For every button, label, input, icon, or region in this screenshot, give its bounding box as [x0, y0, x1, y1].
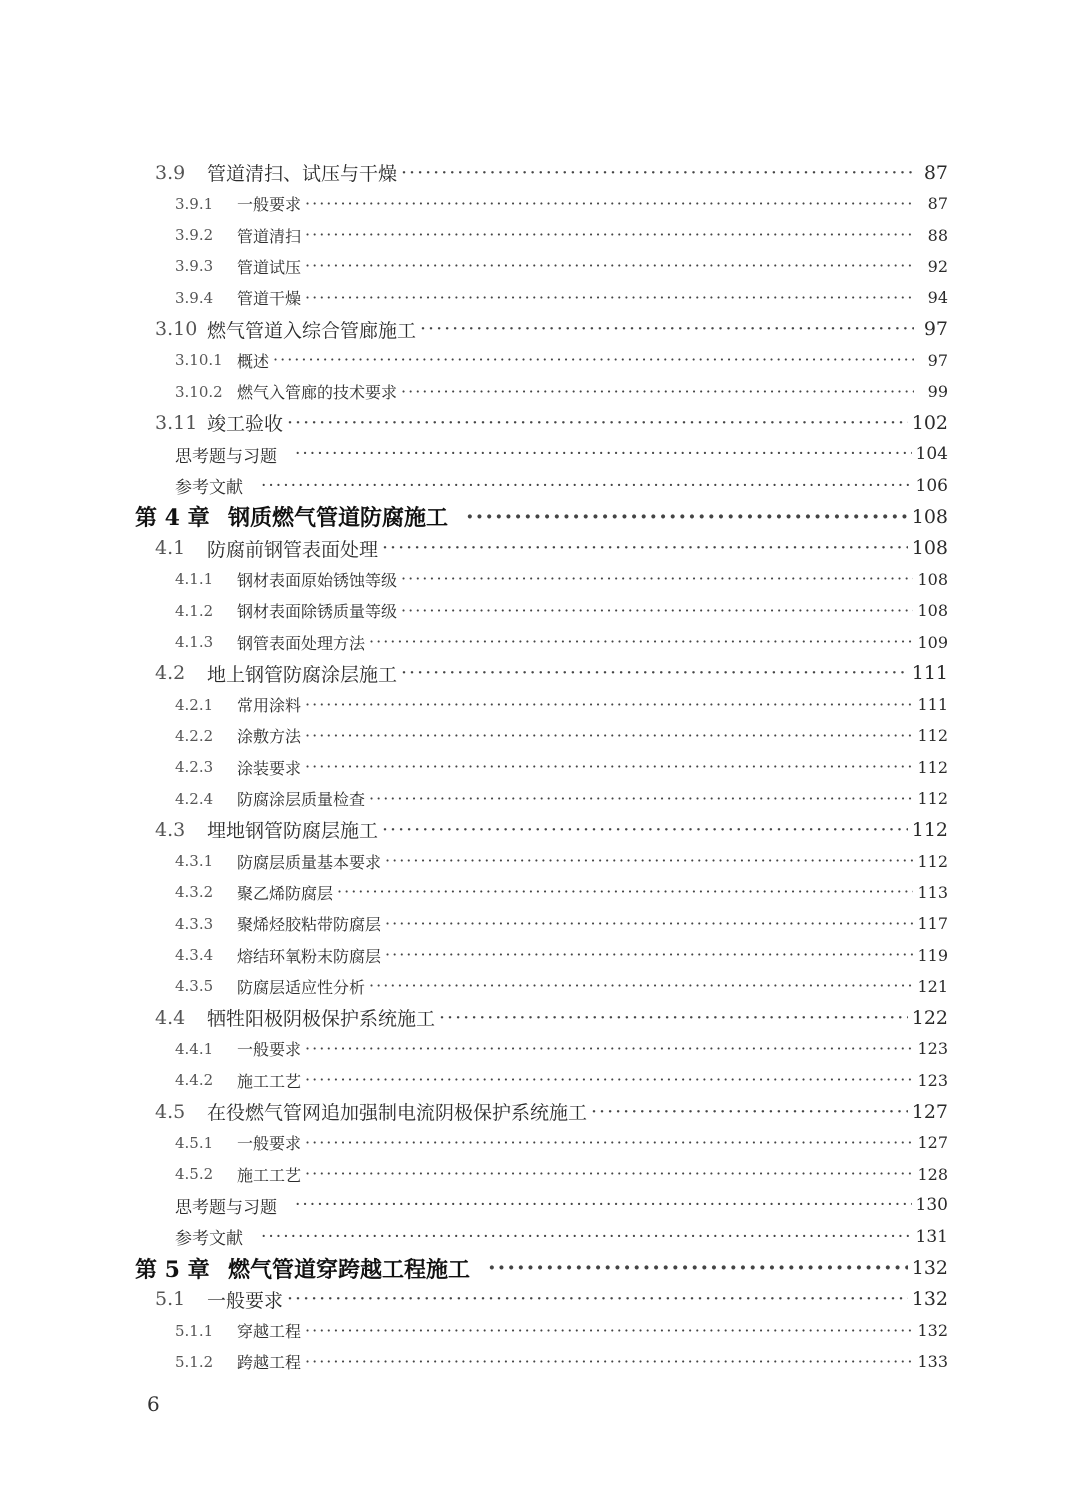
toc-entry-section — [155, 1002, 948, 1033]
toc-entry-number: 5.1.1 — [175, 1321, 214, 1340]
dot-leader — [305, 225, 914, 245]
dot-leader — [385, 851, 913, 871]
toc-entry-number: 第 4 章 — [135, 505, 210, 532]
dot-leader — [337, 882, 913, 902]
toc-entry-page: 104 — [915, 444, 948, 465]
toc-entry-page: 97 — [923, 318, 948, 340]
toc-entry-number: 3.9.3 — [175, 257, 214, 276]
toc-entry-sub — [175, 564, 948, 595]
dot-leader — [305, 1164, 913, 1184]
toc-entry-number: 4.3.5 — [175, 977, 214, 996]
toc-entry-sub — [175, 345, 948, 376]
toc-entry-sub — [175, 877, 948, 908]
toc-entry-page: 108 — [917, 569, 948, 589]
toc-entry-title: 管道试压 — [237, 257, 302, 277]
toc-entry-page: 111 — [917, 695, 948, 715]
toc-entry-title: 思考题与习题 — [175, 446, 277, 467]
toc-entry-page: 112 — [917, 757, 948, 777]
dot-leader — [295, 1195, 912, 1215]
toc-entry-title: 涂装要求 — [237, 758, 302, 778]
toc-entry-number: 4.2.3 — [175, 758, 214, 777]
toc-entry-sub — [175, 689, 948, 720]
dot-leader — [401, 569, 913, 589]
toc-entry-page: 87 — [923, 161, 948, 184]
toc-entry-page: 92 — [927, 256, 948, 276]
toc-entry-number: 4.5.1 — [175, 1133, 214, 1152]
dot-leader — [439, 1008, 908, 1028]
toc-entry-title: 管道清扫 — [237, 226, 302, 246]
toc-entry-section — [155, 658, 948, 689]
toc-entry-title: 钢材表面除锈质量等级 — [237, 602, 398, 622]
toc-entry-number: 5.1.2 — [175, 1352, 214, 1371]
toc-entry-chapter — [135, 501, 948, 532]
toc-entry-page: 128 — [917, 1164, 948, 1184]
dot-leader — [369, 632, 913, 652]
toc-entry-sub — [175, 783, 948, 814]
toc-entry-sub — [175, 595, 948, 626]
toc-entry-number: 3.10 — [155, 318, 198, 340]
toc-entry-title: 施工工艺 — [237, 1165, 302, 1185]
toc-entry-number: 4.1.3 — [175, 633, 214, 651]
toc-entry-sub — [175, 220, 948, 251]
toc-entry-chapter — [135, 1253, 948, 1284]
toc-entry-page: 108 — [911, 505, 948, 528]
toc-entry-sub — [175, 1127, 948, 1158]
toc-entry-sub — [175, 720, 948, 751]
toc-entry-sub — [175, 940, 948, 971]
dot-leader — [488, 1258, 908, 1278]
toc-entry-title: 钢材表面原始锈蚀等级 — [237, 570, 398, 590]
toc-entry-page: 106 — [915, 475, 948, 496]
toc-entry-page: 99 — [927, 382, 948, 402]
toc-entry-number: 4.3.4 — [175, 946, 214, 964]
toc-entry-number: 4.1.2 — [175, 601, 214, 620]
toc-entry-page: 112 — [917, 789, 948, 808]
toc-entry-number: 3.9 — [155, 161, 186, 184]
toc-entry-page: 130 — [915, 1195, 948, 1216]
toc-entry-number: 4.3.2 — [175, 883, 214, 902]
toc-entry-page: 112 — [911, 818, 948, 841]
toc-entry-page: 112 — [917, 726, 948, 746]
toc-entry-page: 127 — [917, 1133, 948, 1153]
toc-entry-title: 聚乙烯防腐层 — [237, 883, 334, 903]
toc-entry-sub — [175, 251, 948, 282]
toc-entry-number: 4.3.1 — [175, 852, 214, 871]
toc-entry-number: 4.5 — [155, 1100, 186, 1123]
toc-entry-sub — [175, 376, 948, 407]
toc-entry-number: 4.3.3 — [175, 914, 214, 933]
dot-leader — [305, 726, 913, 746]
toc-entry-title: 一般要求 — [237, 1134, 302, 1154]
toc-entry-title: 常用涂料 — [237, 696, 302, 716]
toc-entry-title: 涂敷方法 — [237, 727, 302, 747]
dot-leader — [305, 256, 914, 276]
toc-entry-number: 3.11 — [155, 411, 198, 434]
toc-entry-number: 4.2 — [155, 662, 186, 685]
toc-entry-number: 4.2.2 — [175, 726, 214, 745]
toc-entry-title: 燃气入管廊的技术要求 — [237, 383, 398, 403]
toc-entry-number: 3.9.1 — [175, 194, 214, 213]
toc-entry-section — [155, 407, 948, 438]
dot-leader — [369, 789, 913, 809]
dot-leader — [305, 194, 914, 214]
dot-leader — [420, 319, 914, 339]
toc-entry-sub — [175, 1346, 948, 1377]
toc-entry-title: 施工工艺 — [237, 1071, 302, 1091]
dot-leader — [305, 1039, 913, 1059]
dot-leader — [401, 163, 914, 183]
toc-entry-number: 3.10.2 — [175, 382, 223, 401]
dot-leader — [287, 1289, 908, 1309]
toc-entry-title: 防腐层适应性分析 — [237, 977, 366, 997]
dot-leader — [305, 757, 913, 777]
toc-entry-section — [155, 157, 948, 188]
toc-entry-number: 4.4.1 — [175, 1039, 214, 1058]
toc-entry-title: 管道干燥 — [237, 289, 302, 309]
toc-entry-title: 聚烯烃胶粘带防腐层 — [237, 915, 382, 935]
toc-entry-number: 4.4 — [155, 1006, 186, 1029]
toc-entry-page: 123 — [917, 1039, 948, 1059]
toc-entry-title: 熔结环氧粉末防腐层 — [237, 946, 382, 966]
toc-entry-page: 119 — [917, 945, 948, 965]
toc-entry-title: 钢管表面处理方法 — [237, 633, 366, 653]
toc-entry-title: 防腐涂层质量检查 — [237, 790, 366, 809]
dot-leader — [369, 976, 913, 996]
toc-entry-page: 94 — [927, 288, 948, 308]
toc-entry-sub — [175, 1033, 948, 1064]
dot-leader — [401, 601, 913, 621]
toc-entry-section — [155, 533, 948, 564]
toc-entry-page: 131 — [915, 1226, 948, 1247]
toc-entry-page: 127 — [911, 1100, 948, 1123]
toc-entry-section — [155, 814, 948, 845]
dot-leader — [305, 1321, 913, 1341]
toc-entry-sub — [175, 627, 948, 658]
toc-entry-page: 122 — [911, 1006, 948, 1029]
toc-entry-title: 燃气管道穿跨越工程施工 — [228, 1256, 471, 1283]
toc-entry-page: 132 — [911, 1257, 948, 1279]
toc-entry-title: 一般要求 — [237, 195, 302, 215]
toc-entry-title: 防腐层质量基本要求 — [237, 852, 382, 872]
dot-leader — [591, 1102, 908, 1122]
dot-leader — [273, 350, 914, 370]
toc-entry-title: 埋地钢管防腐层施工 — [207, 820, 379, 843]
toc-entry-title: 一般要求 — [207, 1289, 284, 1312]
toc-entry-sub — [175, 1065, 948, 1096]
toc-entry-title: 概述 — [237, 351, 270, 371]
toc-entry-number: 4.1.1 — [175, 570, 214, 589]
toc-entry-title: 牺牲阳极阴极保护系统施工 — [207, 1008, 436, 1031]
toc-entry-page: 113 — [917, 882, 948, 902]
toc-entry-title: 在役燃气管网追加强制电流阴极保护系统施工 — [207, 1102, 588, 1124]
toc-entry-number: 4.1 — [155, 537, 186, 560]
toc-entry-title: 一般要求 — [237, 1040, 302, 1060]
toc-entry-page: 87 — [927, 194, 948, 214]
toc-entry-title: 参考文献 — [175, 478, 243, 498]
toc-entry-title: 竣工验收 — [207, 413, 284, 436]
toc-entry-section — [155, 1096, 948, 1127]
toc-entry-page: 108 — [917, 601, 948, 621]
toc-entry-sub — [175, 908, 948, 939]
toc-entry-sub — [175, 971, 948, 1002]
dot-leader — [401, 382, 914, 402]
toc-entry-number: 3.9.2 — [175, 226, 214, 245]
toc-entry-title: 燃气管道入综合管廊施工 — [207, 319, 417, 342]
dot-leader — [261, 476, 912, 496]
toc-entry-page: 97 — [927, 350, 948, 370]
toc-entry-extra — [175, 470, 948, 501]
toc-entry-page: 109 — [917, 632, 948, 652]
toc-entry-section — [155, 1284, 948, 1315]
toc-entry-title: 管道清扫、试压与干燥 — [207, 163, 398, 185]
toc-entry-title: 思考题与习题 — [175, 1197, 277, 1218]
toc-entry-number: 4.5.2 — [175, 1165, 214, 1184]
toc-entry-title: 穿越工程 — [237, 1322, 302, 1342]
toc-entry-number: 4.4.2 — [175, 1071, 214, 1090]
toc-entry-number: 4.2.1 — [175, 695, 214, 714]
toc-entry-page: 111 — [911, 662, 948, 685]
dot-leader — [305, 695, 913, 715]
dot-leader — [287, 413, 908, 433]
toc-entry-sub — [175, 282, 948, 313]
toc-entry-extra — [175, 1190, 948, 1221]
dot-leader — [261, 1227, 912, 1247]
toc-entry-page: 132 — [911, 1288, 948, 1311]
toc-entry-extra — [175, 439, 948, 470]
toc-entry-title: 参考文献 — [175, 1229, 243, 1250]
toc-entry-page: 132 — [917, 1321, 948, 1341]
page-number: 6 — [147, 1392, 160, 1416]
toc-entry-title: 防腐前钢管表面处理 — [207, 538, 379, 561]
toc-entry-sub — [175, 188, 948, 219]
dot-leader — [385, 914, 913, 934]
dot-leader — [385, 945, 913, 965]
toc-entry-section — [155, 314, 948, 345]
toc-entry-title: 钢质燃气管道防腐施工 — [228, 505, 449, 532]
dot-leader — [466, 507, 908, 527]
dot-leader — [382, 820, 908, 840]
toc-entry-page: 123 — [917, 1070, 948, 1090]
toc-entry-number: 第 5 章 — [135, 1256, 210, 1283]
toc-entry-page: 108 — [911, 537, 948, 560]
dot-leader — [401, 663, 908, 683]
toc-entry-page: 112 — [917, 851, 948, 871]
toc-entry-extra — [175, 1221, 948, 1252]
toc-entry-number: 4.2.4 — [175, 789, 214, 808]
toc-entry-sub — [175, 846, 948, 877]
dot-leader — [305, 1352, 913, 1372]
dot-leader — [305, 1070, 913, 1090]
toc-entry-title: 跨越工程 — [237, 1353, 302, 1373]
toc-entry-title: 地上钢管防腐涂层施工 — [207, 663, 398, 686]
toc-entry-sub — [175, 1159, 948, 1190]
toc-entry-page: 133 — [917, 1352, 948, 1372]
dot-leader — [305, 1133, 913, 1153]
toc-entry-number: 3.9.4 — [175, 288, 214, 307]
toc-entry-sub — [175, 1315, 948, 1346]
toc-entry-number: 3.10.1 — [175, 351, 223, 370]
dot-leader — [295, 444, 912, 464]
toc-entry-page: 88 — [927, 225, 948, 245]
toc-entry-page: 102 — [911, 411, 948, 434]
dot-leader — [382, 538, 908, 558]
dot-leader — [305, 288, 914, 308]
toc-entry-page: 117 — [917, 914, 948, 934]
toc-entry-number: 5.1 — [155, 1288, 186, 1311]
toc-entry-page: 121 — [917, 976, 948, 996]
toc-entry-number: 4.3 — [155, 818, 186, 841]
toc-entry-sub — [175, 752, 948, 783]
